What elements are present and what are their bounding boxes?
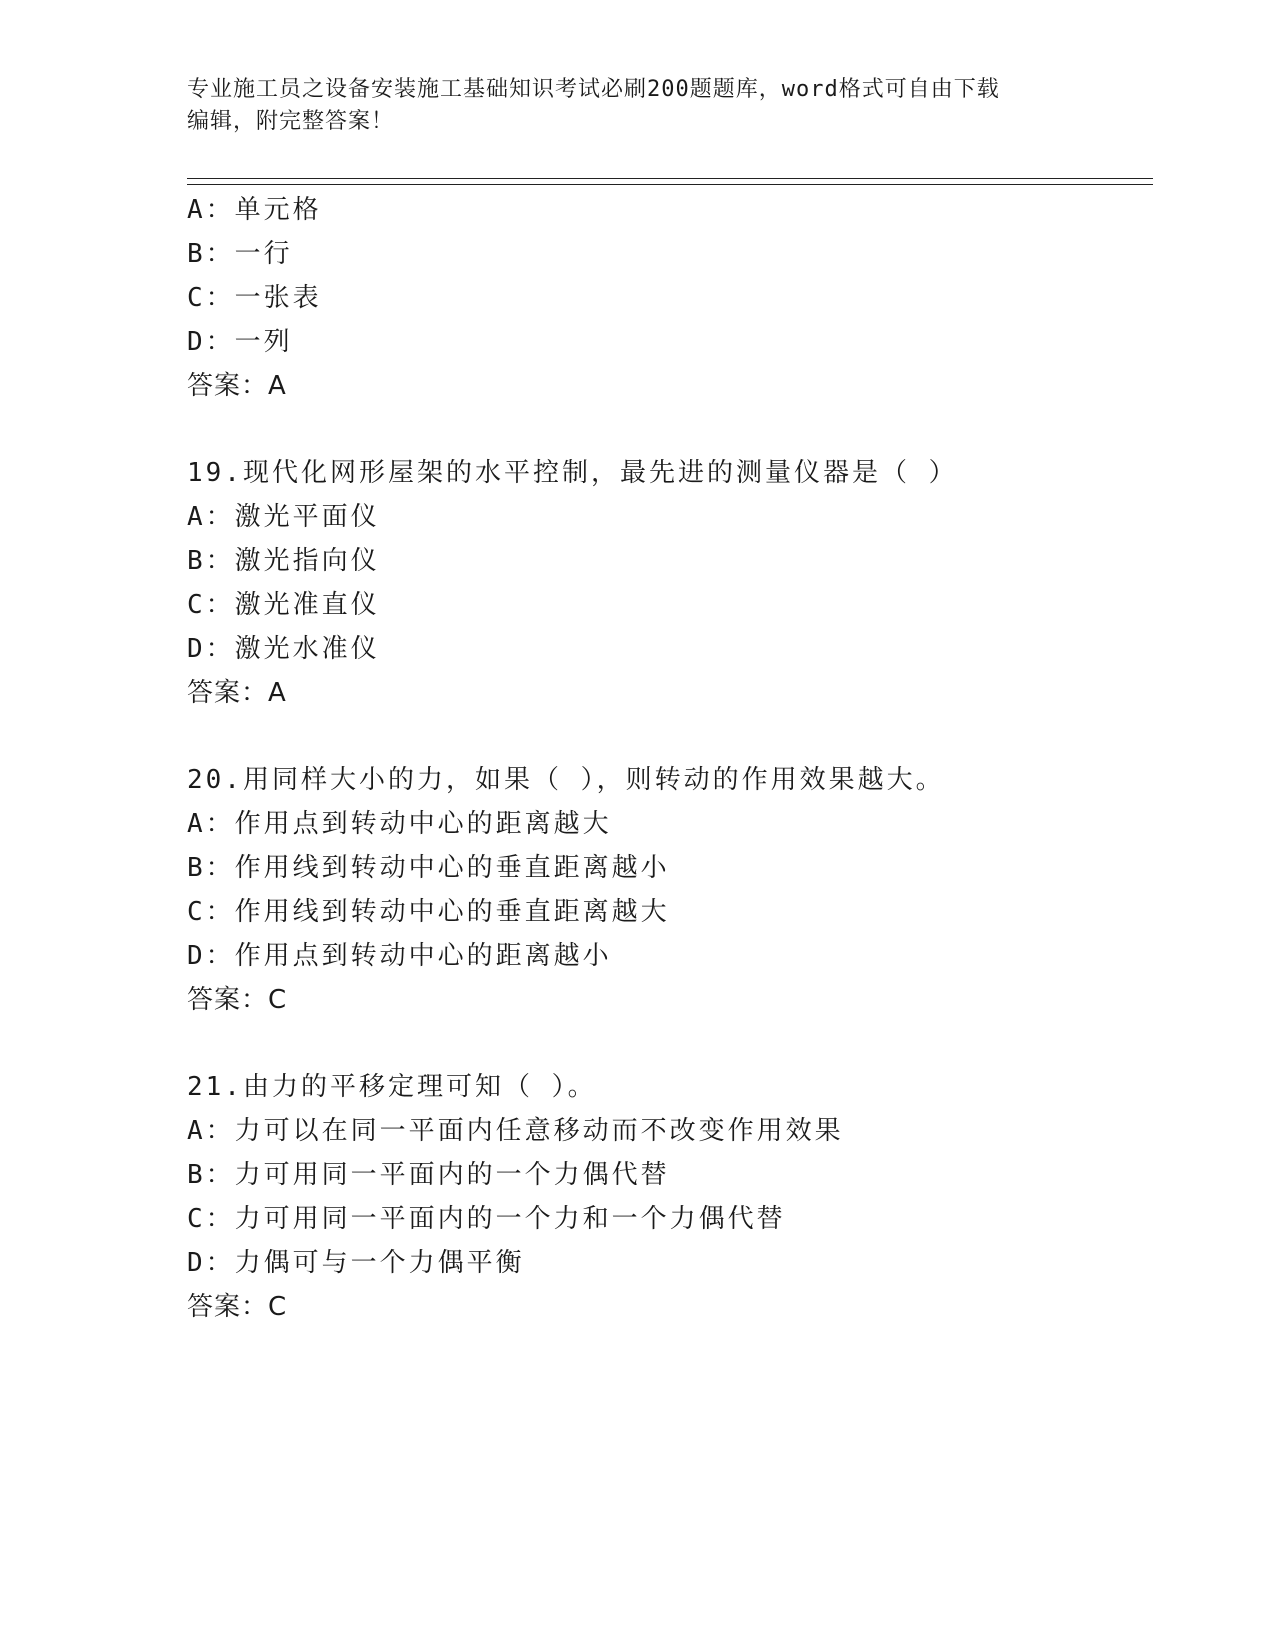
option-b: B：激光指向仪	[187, 546, 380, 576]
option-c: C：力可用同一平面内的一个力和一个力偶代替	[187, 1204, 786, 1234]
option-d: D：力偶可与一个力偶平衡	[187, 1248, 525, 1278]
option-c: C：一张表	[187, 283, 322, 313]
header-divider	[187, 178, 1153, 185]
option-d: D：一列	[187, 327, 293, 357]
option-d: D：激光水准仪	[187, 634, 380, 664]
question-text: 19.现代化网形屋架的水平控制，最先进的测量仪器是（ ）	[187, 458, 958, 488]
document-header	[187, 74, 1087, 138]
option-a: A：力可以在同一平面内任意移动而不改变作用效果	[187, 1116, 844, 1146]
option-b: B：力可用同一平面内的一个力偶代替	[187, 1160, 670, 1190]
option-c: C：激光准直仪	[187, 590, 380, 620]
question-text: 20.用同样大小的力，如果（ ），则转动的作用效果越大。	[187, 765, 945, 795]
header-title-line-1: 专业施工员之设备安装施工基础知识考试必刷200题题库，word格式可自由下载	[187, 77, 1000, 102]
option-b: B：一行	[187, 239, 293, 269]
answer-text: 答案：C	[187, 1292, 288, 1322]
option-c: C：作用线到转动中心的垂直距离越大	[187, 897, 670, 927]
header-title-line-2: 编辑，附完整答案！	[187, 109, 395, 134]
option-a: A：单元格	[187, 195, 322, 225]
option-a: A：作用点到转动中心的距离越大	[187, 809, 612, 839]
question-text: 21.由力的平移定理可知（ ）。	[187, 1072, 597, 1102]
answer-text: 答案：A	[187, 678, 287, 708]
option-d: D：作用点到转动中心的距离越小	[187, 941, 612, 971]
option-a: A：激光平面仪	[187, 502, 380, 532]
option-b: B：作用线到转动中心的垂直距离越小	[187, 853, 670, 883]
answer-text: 答案：C	[187, 985, 288, 1015]
answer-text: 答案：A	[187, 371, 287, 401]
